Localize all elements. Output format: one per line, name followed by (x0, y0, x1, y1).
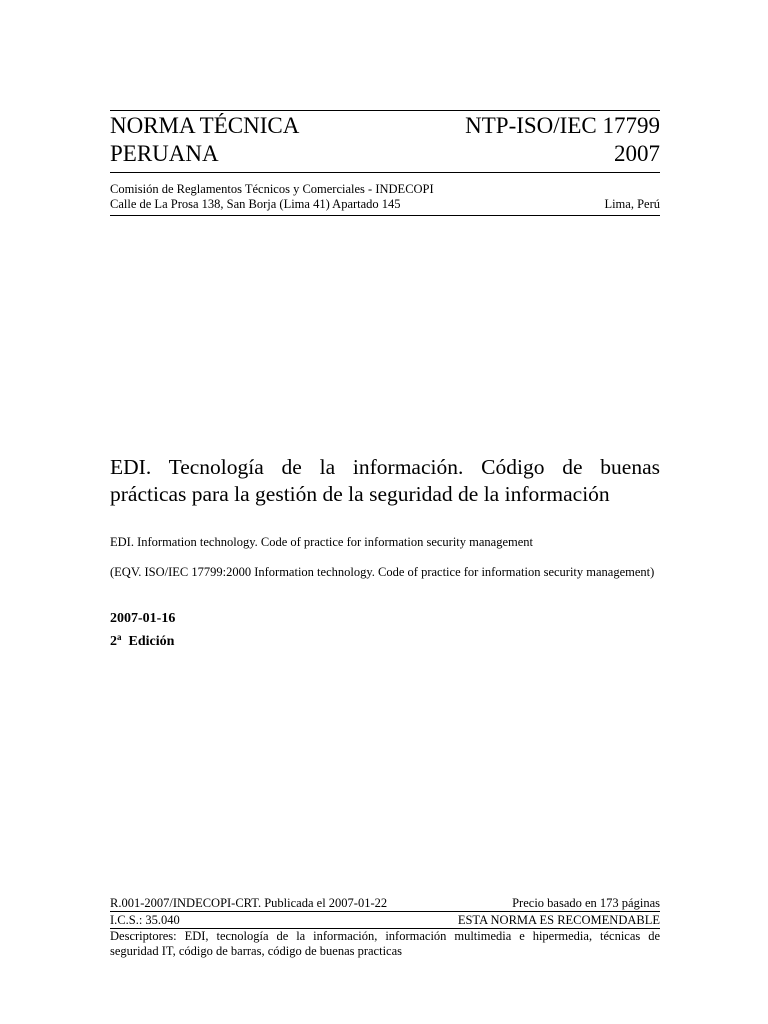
address-rule (110, 215, 660, 216)
norm-type-heading (110, 112, 299, 168)
organization-city: Lima, Perú (604, 197, 660, 211)
edition-superscript: a (117, 632, 122, 642)
ics-code: I.C.S.: 35.040 (110, 913, 180, 927)
descriptors (110, 929, 660, 959)
top-rule (110, 110, 660, 111)
approval-date: 2007-01-16 (110, 611, 176, 626)
organization-address: Calle de La Prosa 138, San Borja (Lima 41) Apartado 145 (110, 197, 401, 211)
descriptors-line1: Descriptores: EDI, tecnología de la información, información multimedia e hipermedia, técnicas de (110, 929, 660, 943)
norm-code: NTP-ISO/IEC 17799 (465, 113, 660, 138)
title-line1: EDI. Tecnología de la información. Código de buenas (110, 455, 660, 479)
edition-number: 2 (110, 634, 117, 649)
recommendation-status: ESTA NORMA ES RECOMENDABLE (457, 913, 660, 927)
edition-label: Edición (128, 634, 175, 649)
norm-year: 2007 (614, 141, 660, 166)
title-line2: prácticas para la gestión de la seguridad de la información (110, 482, 610, 506)
organization-name: Comisión de Reglamentos Técnicos y Comerciales - INDECOPI (110, 182, 434, 196)
english-title: EDI. Information technology. Code of practice for information security management (110, 535, 534, 549)
norm-type-line2: PERUANA (110, 141, 219, 166)
norm-type-line1: NORMA TÉCNICA (110, 113, 300, 138)
equivalence-note: (EQV. ISO/IEC 17799:2000 Information technology. Code of practice for information security management) (110, 565, 655, 579)
edition (110, 628, 174, 651)
footer-rule (110, 911, 660, 912)
header-rule (110, 172, 660, 173)
norm-code-heading (465, 112, 660, 168)
organization-block (110, 182, 434, 212)
page-price: Precio basado en 173 páginas (512, 896, 660, 910)
descriptors-line2: seguridad IT, código de barras, código de buenas practicas (110, 944, 403, 958)
document-title (110, 454, 660, 508)
publication-reference: R.001-2007/INDECOPI-CRT. Publicada el 2007-01-22 (110, 896, 388, 910)
